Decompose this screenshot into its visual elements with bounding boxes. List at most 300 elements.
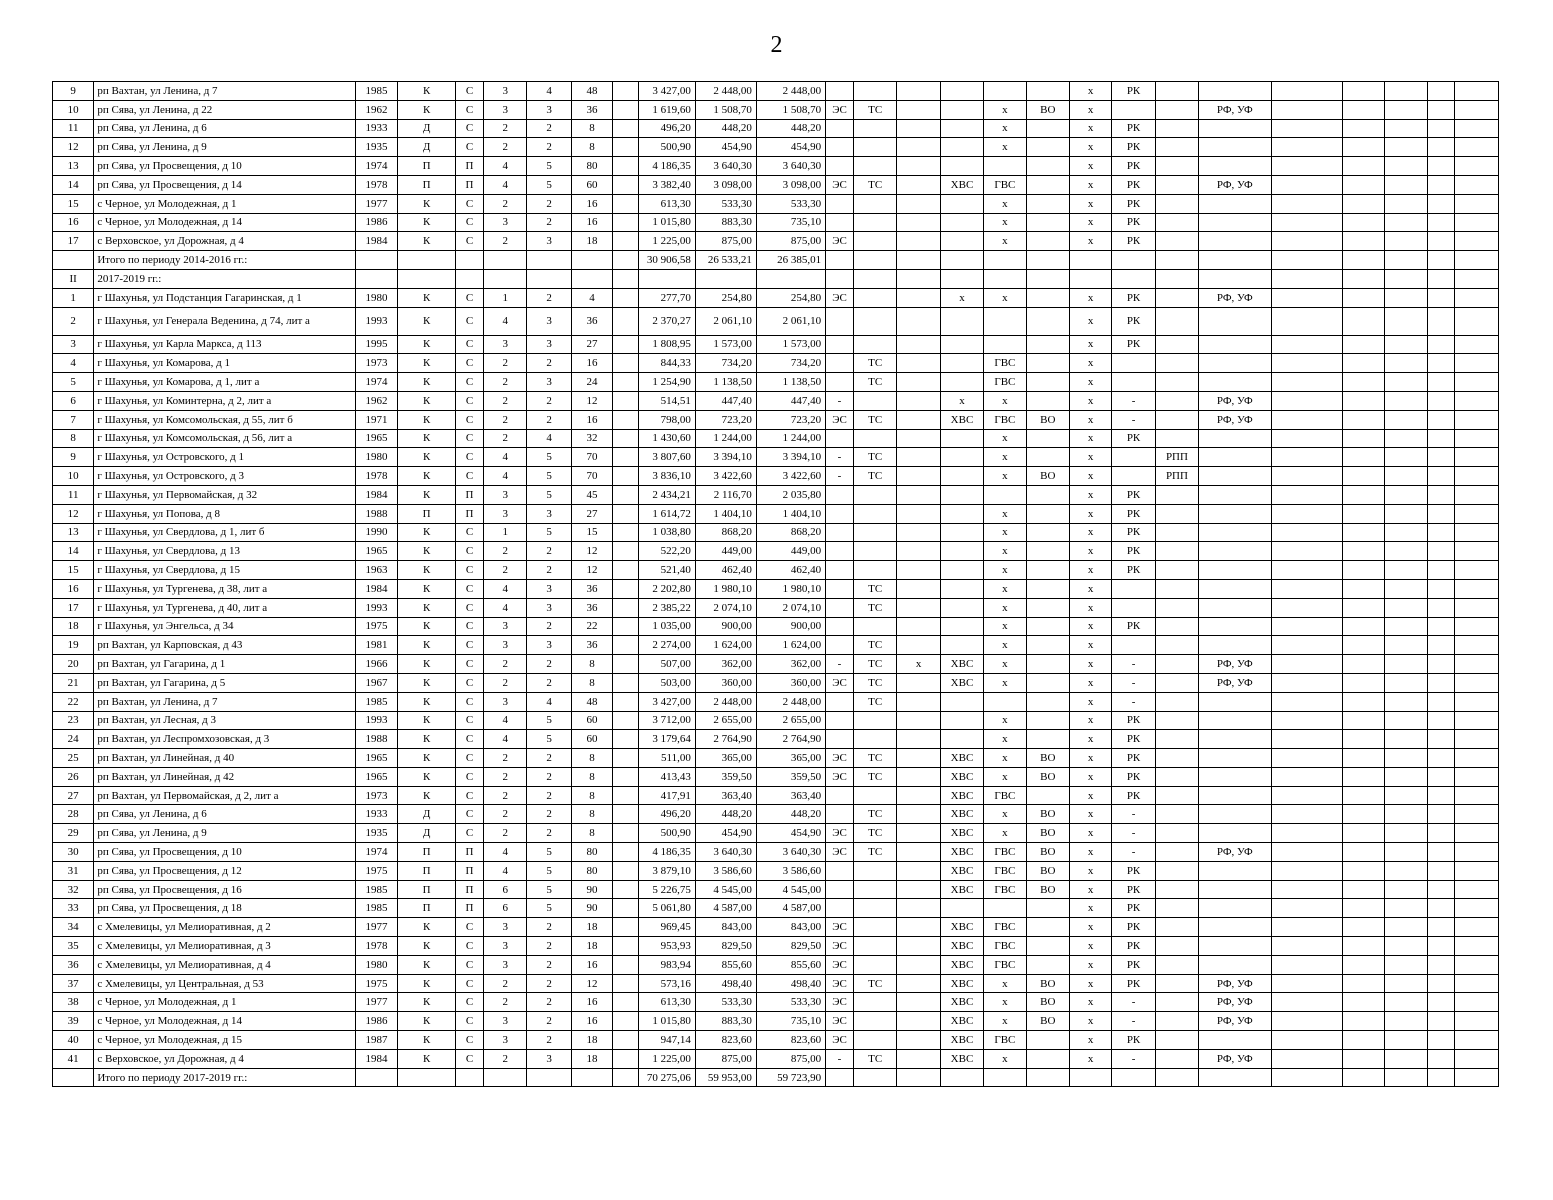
separator-cell — [613, 373, 639, 392]
table-cell: РФ, УФ — [1199, 993, 1271, 1012]
table-cell: 1935 — [355, 824, 397, 843]
table-cell: К — [398, 598, 456, 617]
table-cell — [1155, 157, 1198, 176]
table-cell — [1427, 561, 1455, 580]
table-cell: ХВС — [940, 861, 983, 880]
address-cell: с Хмелевицы, ул Мелиоративная, д 3 — [94, 937, 355, 956]
table-cell: х — [1069, 636, 1111, 655]
table-cell: К — [398, 213, 456, 232]
address-cell: г Шахунья, ул Карла Маркса, д 113 — [94, 335, 355, 354]
table-cell: 2 385,22 — [639, 598, 696, 617]
table-cell: 18 — [571, 937, 612, 956]
table-cell — [1455, 955, 1499, 974]
table-cell: 1 244,00 — [756, 429, 825, 448]
table-cell — [984, 692, 1026, 711]
table-cell — [940, 448, 983, 467]
table-cell: х — [984, 523, 1026, 542]
table-cell: 2 — [483, 429, 526, 448]
separator-cell — [613, 730, 639, 749]
table-cell — [897, 354, 940, 373]
table-cell — [826, 307, 854, 335]
table-cell: ВО — [1026, 824, 1069, 843]
table-cell: х — [1069, 843, 1111, 862]
table-cell: 883,30 — [695, 1012, 756, 1031]
table-cell — [1155, 1012, 1198, 1031]
table-cell: ТС — [853, 692, 896, 711]
table-cell: 1985 — [355, 82, 397, 101]
table-cell — [897, 251, 940, 270]
table-cell: 3 640,30 — [695, 843, 756, 862]
table-cell: 4 — [483, 307, 526, 335]
table-cell — [1385, 269, 1427, 288]
table-cell: 2 370,27 — [639, 307, 696, 335]
address-cell: рп Вахтан, ул Гагарина, д 5 — [94, 673, 355, 692]
table-cell: 36 — [571, 636, 612, 655]
separator-cell — [613, 1012, 639, 1031]
table-cell: 3 394,10 — [695, 448, 756, 467]
table-cell: 1 — [483, 523, 526, 542]
table-cell: 18 — [53, 617, 94, 636]
separator-cell — [613, 307, 639, 335]
table-cell: П — [456, 880, 484, 899]
table-cell — [1385, 410, 1427, 429]
table-cell — [853, 861, 896, 880]
table-cell: х — [1069, 598, 1111, 617]
table-cell: РК — [1112, 175, 1155, 194]
table-cell: РПП — [1155, 448, 1198, 467]
table-cell: 363,40 — [756, 786, 825, 805]
table-cell: РФ, УФ — [1199, 1012, 1271, 1031]
separator-cell — [613, 692, 639, 711]
table-cell: х — [897, 655, 940, 674]
table-cell — [1342, 467, 1384, 486]
table-cell: П — [398, 880, 456, 899]
table-cell: х — [1069, 448, 1111, 467]
table-cell — [1155, 523, 1198, 542]
table-cell: С — [456, 354, 484, 373]
separator-cell — [613, 542, 639, 561]
table-cell — [897, 1068, 940, 1087]
separator-cell — [613, 354, 639, 373]
table-cell: х — [984, 711, 1026, 730]
table-cell — [1155, 354, 1198, 373]
table-cell — [897, 485, 940, 504]
table-cell — [826, 542, 854, 561]
table-cell — [984, 269, 1026, 288]
table-cell: х — [984, 194, 1026, 213]
table-cell — [1112, 373, 1155, 392]
table-cell: 3 — [483, 692, 526, 711]
table-cell — [1385, 1012, 1427, 1031]
table-cell — [1342, 711, 1384, 730]
table-cell — [1026, 899, 1069, 918]
table-cell: С — [456, 467, 484, 486]
table-cell: 3 — [527, 579, 571, 598]
table-cell: 3 422,60 — [695, 467, 756, 486]
table-cell: 3 — [527, 307, 571, 335]
table-cell: 5 — [53, 373, 94, 392]
table-cell: 522,20 — [639, 542, 696, 561]
table-cell: С — [456, 749, 484, 768]
table-cell — [1427, 119, 1455, 138]
table-cell: х — [984, 1049, 1026, 1068]
table-cell: 723,20 — [695, 410, 756, 429]
table-cell: 3 640,30 — [756, 843, 825, 862]
table-cell — [1069, 1068, 1111, 1087]
table-cell: 60 — [571, 711, 612, 730]
table-cell: ГВС — [984, 861, 1026, 880]
separator-cell — [613, 655, 639, 674]
table-cell: 1 015,80 — [639, 213, 696, 232]
table-cell: РК — [1112, 730, 1155, 749]
table-cell: 2 — [483, 805, 526, 824]
table-cell — [1026, 598, 1069, 617]
table-cell — [897, 749, 940, 768]
table-cell — [1342, 307, 1384, 335]
table-cell: х — [1069, 918, 1111, 937]
table-cell — [1271, 429, 1342, 448]
table-cell — [940, 617, 983, 636]
table-cell: 1 038,80 — [639, 523, 696, 542]
table-cell: ГВС — [984, 937, 1026, 956]
separator-cell — [613, 448, 639, 467]
table-cell — [853, 194, 896, 213]
table-cell: К — [398, 561, 456, 580]
table-cell: 1977 — [355, 918, 397, 937]
separator-cell — [613, 100, 639, 119]
table-cell — [897, 730, 940, 749]
address-cell: рп Вахтан, ул Первомайская, д 2, лит а — [94, 786, 355, 805]
table-cell — [1199, 157, 1271, 176]
table-cell: 3 — [483, 504, 526, 523]
table-cell — [826, 485, 854, 504]
table-cell — [826, 692, 854, 711]
table-cell — [1026, 955, 1069, 974]
table-cell: 40 — [53, 1031, 94, 1050]
section-header-row — [53, 269, 1499, 288]
table-cell: 1975 — [355, 974, 397, 993]
table-cell — [1155, 617, 1198, 636]
table-cell — [853, 542, 896, 561]
table-cell: 1977 — [355, 194, 397, 213]
table-cell — [1271, 786, 1342, 805]
table-cell: 1 624,00 — [695, 636, 756, 655]
table-cell — [1155, 598, 1198, 617]
table-cell: х — [984, 655, 1026, 674]
table-cell: 3 — [483, 82, 526, 101]
table-cell — [1155, 805, 1198, 824]
separator-cell — [613, 598, 639, 617]
table-cell — [1455, 711, 1499, 730]
table-cell: 1974 — [355, 373, 397, 392]
table-cell — [1155, 937, 1198, 956]
table-row — [53, 843, 1499, 862]
table-cell — [1112, 467, 1155, 486]
table-cell: х — [1069, 100, 1111, 119]
address-cell: рп Сява, ул Просвещения, д 10 — [94, 843, 355, 862]
table-cell — [1271, 899, 1342, 918]
table-cell: 4 186,35 — [639, 157, 696, 176]
table-cell — [1342, 899, 1384, 918]
table-cell: 37 — [53, 974, 94, 993]
table-cell: 16 — [571, 955, 612, 974]
table-cell: 13 — [53, 523, 94, 542]
table-cell: 2 — [527, 410, 571, 429]
table-cell: - — [1112, 1049, 1155, 1068]
table-cell — [897, 843, 940, 862]
table-row — [53, 523, 1499, 542]
table-cell: ГВС — [984, 955, 1026, 974]
table-cell: 12 — [571, 542, 612, 561]
table-cell — [1199, 354, 1271, 373]
table-cell: х — [1069, 307, 1111, 335]
table-cell: х — [984, 119, 1026, 138]
table-cell — [897, 993, 940, 1012]
table-cell — [897, 504, 940, 523]
table-cell: 360,00 — [695, 673, 756, 692]
table-cell — [1385, 561, 1427, 580]
table-cell: ТС — [853, 598, 896, 617]
table-cell: 2 — [527, 786, 571, 805]
table-cell — [1455, 119, 1499, 138]
table-cell: 1 138,50 — [756, 373, 825, 392]
table-cell: ЭС — [826, 993, 854, 1012]
table-cell: ТС — [853, 175, 896, 194]
table-cell — [1385, 138, 1427, 157]
table-cell — [1385, 749, 1427, 768]
table-cell — [1385, 805, 1427, 824]
table-cell: 3 — [527, 1049, 571, 1068]
table-cell — [940, 730, 983, 749]
table-cell: РФ, УФ — [1199, 100, 1271, 119]
table-cell — [1271, 119, 1342, 138]
table-cell — [571, 251, 612, 270]
table-cell — [853, 485, 896, 504]
table-cell: 613,30 — [639, 194, 696, 213]
table-cell — [897, 1049, 940, 1068]
table-cell — [1342, 269, 1384, 288]
table-cell: 868,20 — [695, 523, 756, 542]
table-cell — [853, 157, 896, 176]
table-cell — [1271, 749, 1342, 768]
table-cell: 3 — [483, 335, 526, 354]
table-cell: х — [1069, 617, 1111, 636]
address-cell: с Черное, ул Молодежная, д 1 — [94, 194, 355, 213]
table-cell — [897, 448, 940, 467]
table-cell — [1385, 213, 1427, 232]
table-cell — [826, 82, 854, 101]
table-cell — [1342, 955, 1384, 974]
table-cell: 21 — [53, 673, 94, 692]
table-cell — [1199, 335, 1271, 354]
table-cell: П — [456, 861, 484, 880]
table-cell — [897, 561, 940, 580]
table-cell — [1342, 232, 1384, 251]
table-cell — [1026, 504, 1069, 523]
separator-cell — [613, 617, 639, 636]
table-cell — [1385, 391, 1427, 410]
table-cell: ВО — [1026, 410, 1069, 429]
table-cell: 36 — [571, 100, 612, 119]
table-cell — [1427, 307, 1455, 335]
table-cell: 1973 — [355, 354, 397, 373]
table-row — [53, 749, 1499, 768]
table-cell — [1342, 138, 1384, 157]
table-cell — [897, 786, 940, 805]
table-cell: К — [398, 579, 456, 598]
table-cell: ВО — [1026, 1012, 1069, 1031]
table-cell — [826, 157, 854, 176]
table-cell — [1155, 1031, 1198, 1050]
table-cell: ХВС — [940, 767, 983, 786]
table-cell: РК — [1112, 711, 1155, 730]
table-cell — [1155, 955, 1198, 974]
table-cell — [1026, 542, 1069, 561]
table-cell: 3 098,00 — [756, 175, 825, 194]
separator-cell — [613, 579, 639, 598]
table-cell: х — [1069, 335, 1111, 354]
address-cell: г Шахунья, ул Свердлова, д 1, лит б — [94, 523, 355, 542]
table-cell: Д — [398, 805, 456, 824]
table-cell — [940, 636, 983, 655]
table-cell — [853, 288, 896, 307]
table-cell — [1199, 880, 1271, 899]
separator-cell — [613, 918, 639, 937]
table-cell — [1427, 157, 1455, 176]
table-cell — [1026, 786, 1069, 805]
separator-cell — [613, 561, 639, 580]
table-cell: П — [456, 504, 484, 523]
table-cell — [1199, 861, 1271, 880]
table-row — [53, 157, 1499, 176]
table-row — [53, 119, 1499, 138]
table-cell: 5 — [527, 157, 571, 176]
table-cell: 613,30 — [639, 993, 696, 1012]
table-cell: 4 186,35 — [639, 843, 696, 862]
table-cell: 1 808,95 — [639, 335, 696, 354]
table-cell: 3 640,30 — [756, 157, 825, 176]
table-cell — [940, 232, 983, 251]
table-cell: 17 — [53, 232, 94, 251]
table-cell — [1427, 1049, 1455, 1068]
table-cell: 900,00 — [756, 617, 825, 636]
table-cell: ТС — [853, 636, 896, 655]
table-cell — [1155, 1068, 1198, 1087]
table-cell — [1455, 1049, 1499, 1068]
table-cell — [940, 561, 983, 580]
table-cell: 496,20 — [639, 805, 696, 824]
table-cell — [1155, 993, 1198, 1012]
table-row — [53, 899, 1499, 918]
table-cell: 1962 — [355, 391, 397, 410]
table-cell — [853, 993, 896, 1012]
table-cell: 969,45 — [639, 918, 696, 937]
address-cell: рп Вахтан, ул Ленина, д 7 — [94, 692, 355, 711]
table-cell: К — [398, 194, 456, 213]
table-cell: К — [398, 1031, 456, 1050]
table-cell: К — [398, 730, 456, 749]
table-cell: ГВС — [984, 175, 1026, 194]
table-cell: 16 — [571, 410, 612, 429]
table-cell — [1427, 410, 1455, 429]
table-cell: 2 — [483, 767, 526, 786]
table-cell — [1342, 1068, 1384, 1087]
table-cell: 2 — [483, 391, 526, 410]
table-cell: РФ, УФ — [1199, 655, 1271, 674]
table-cell: РК — [1112, 542, 1155, 561]
table-cell — [1427, 993, 1455, 1012]
table-cell — [1271, 485, 1342, 504]
table-cell — [1427, 767, 1455, 786]
table-cell: ГВС — [984, 1031, 1026, 1050]
table-cell — [897, 598, 940, 617]
address-cell: рп Сява, ул Ленина, д 9 — [94, 138, 355, 157]
address-cell: рп Сява, ул Ленина, д 6 — [94, 805, 355, 824]
table-cell — [1271, 767, 1342, 786]
table-cell: 5 — [527, 448, 571, 467]
table-cell: 36 — [53, 955, 94, 974]
table-row — [53, 373, 1499, 392]
table-cell — [1271, 391, 1342, 410]
table-cell: 2 202,80 — [639, 579, 696, 598]
table-cell: 2 448,00 — [695, 692, 756, 711]
table-cell: С — [456, 937, 484, 956]
table-cell: РК — [1112, 307, 1155, 335]
table-cell: К — [398, 1012, 456, 1031]
table-cell — [1112, 448, 1155, 467]
table-cell — [1342, 786, 1384, 805]
table-cell: 3 — [527, 636, 571, 655]
address-cell: рп Сява, ул Просвещения, д 14 — [94, 175, 355, 194]
table-cell: 855,60 — [695, 955, 756, 974]
table-cell: 1 619,60 — [639, 100, 696, 119]
table-cell — [1427, 974, 1455, 993]
table-cell — [1155, 542, 1198, 561]
table-cell: ГВС — [984, 354, 1026, 373]
table-cell — [1155, 899, 1198, 918]
table-cell: К — [398, 692, 456, 711]
table-cell: 2 — [527, 655, 571, 674]
table-cell — [1385, 655, 1427, 674]
table-cell — [1455, 542, 1499, 561]
address-cell: г Шахунья, ул Тургенева, д 40, лит а — [94, 598, 355, 617]
table-cell — [940, 307, 983, 335]
table-cell: 2 434,21 — [639, 485, 696, 504]
table-cell: ВО — [1026, 767, 1069, 786]
table-cell: х — [984, 617, 1026, 636]
table-cell: 2 — [527, 673, 571, 692]
table-cell — [826, 636, 854, 655]
table-row — [53, 175, 1499, 194]
table-cell — [1271, 824, 1342, 843]
table-cell — [1427, 1031, 1455, 1050]
table-cell — [53, 1068, 94, 1087]
table-cell — [1155, 561, 1198, 580]
table-cell — [1342, 391, 1384, 410]
table-cell: К — [398, 307, 456, 335]
table-cell — [1271, 335, 1342, 354]
table-cell — [1271, 307, 1342, 335]
table-cell — [1455, 410, 1499, 429]
separator-cell — [613, 175, 639, 194]
table-cell: 1967 — [355, 673, 397, 692]
table-cell — [826, 269, 854, 288]
separator-cell — [613, 636, 639, 655]
table-cell: ЭС — [826, 749, 854, 768]
table-cell: 1993 — [355, 598, 397, 617]
table-cell — [527, 251, 571, 270]
table-cell — [1271, 880, 1342, 899]
